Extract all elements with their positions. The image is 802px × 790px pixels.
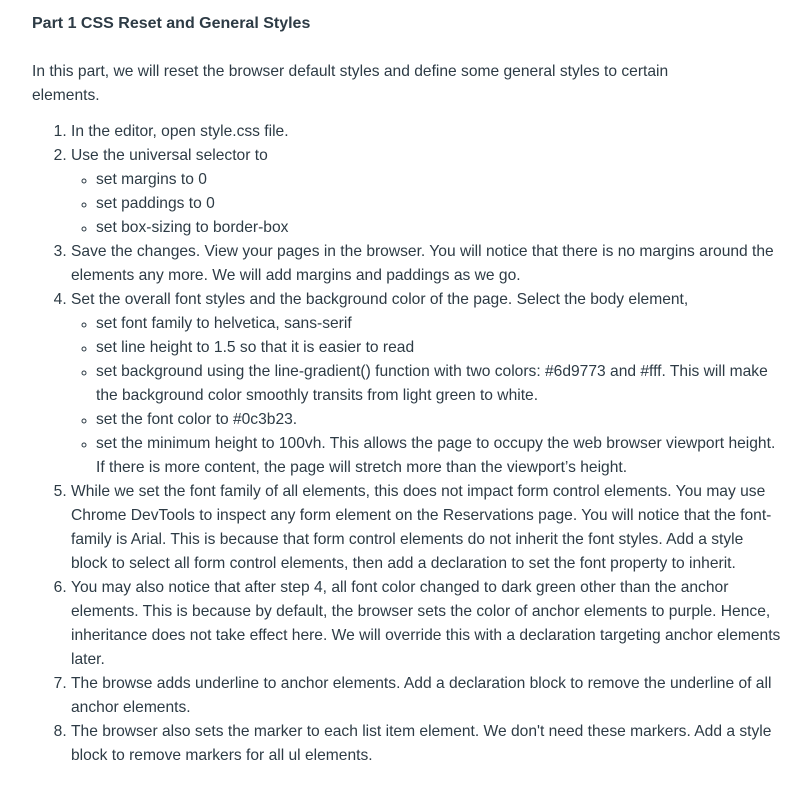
step-8-text: The browser also sets the marker to each list item element. We don't need these markers. Add a style block to remove markers for all ul elements. bbox=[71, 723, 772, 764]
intro-paragraph: In this part, we will reset the browser default styles and define some general styles to certain elements. bbox=[32, 63, 669, 104]
substep: ◦ set the font color to #0c3b23. bbox=[96, 408, 781, 432]
step-2-substeps bbox=[71, 168, 781, 240]
substep: ◦ set the minimum height to 100vh. This allows the page to occupy the web browser viewport height. If there is more content, the page will stretch more than the viewport’s height. bbox=[96, 432, 781, 480]
substep: ◦ set paddings to 0 bbox=[96, 192, 781, 216]
step-1-text: In the editor, open style.css file. bbox=[71, 123, 289, 140]
step-3 bbox=[71, 240, 781, 288]
step-8 bbox=[71, 720, 781, 768]
substep: ◦ set box-sizing to border-box bbox=[96, 216, 781, 240]
substep: ◦ set line height to 1.5 so that it is easier to read bbox=[96, 336, 781, 360]
substep: ◦ set background using the line-gradient() function with two colors: #6d9773 and #fff. This will make the background color smoothly transits from light green to white. bbox=[96, 360, 781, 408]
page-title: Part 1 CSS Reset and General Styles bbox=[32, 15, 311, 32]
step-4 bbox=[71, 288, 781, 480]
substep: ◦ set margins to 0 bbox=[96, 168, 781, 192]
step-6 bbox=[71, 576, 781, 672]
step-4-text: Set the overall font styles and the background color of the page. Select the body element, bbox=[71, 291, 689, 308]
step-4-substeps bbox=[71, 312, 781, 480]
step-3-text: Save the changes. View your pages in the browser. You will notice that there is no margins around the elements any more. We will add margins and paddings as we go. bbox=[71, 243, 774, 284]
step-7-text: The browse adds underline to anchor elements. Add a declaration block to remove the underline of all anchor elements. bbox=[71, 675, 772, 716]
step-7 bbox=[71, 672, 781, 720]
step-1 bbox=[71, 120, 781, 144]
step-5 bbox=[71, 480, 781, 576]
steps-list bbox=[32, 120, 781, 768]
step-5-text: While we set the font family of all elements, this does not impact form control elements. You may use Chrome DevTools to inspect any form element on the Reservations page. You will notice that the font-family is Arial. This is because that form control elements do not inherit the font styles. Add a style block to select all form control elements, then add a declaration to set the font property to inherit. bbox=[71, 483, 772, 572]
step-6-text: You may also notice that after step 4, all font color changed to dark green other than the anchor elements. This is because by default, the browser sets the color of anchor elements to purple. Hence, inheritance does not take effect here. We will override this with a declaration targeting anchor elements later. bbox=[71, 579, 781, 668]
substep: ◦ set font family to helvetica, sans-serif bbox=[96, 312, 781, 336]
step-2 bbox=[71, 144, 781, 240]
step-2-text: Use the universal selector to bbox=[71, 147, 268, 164]
